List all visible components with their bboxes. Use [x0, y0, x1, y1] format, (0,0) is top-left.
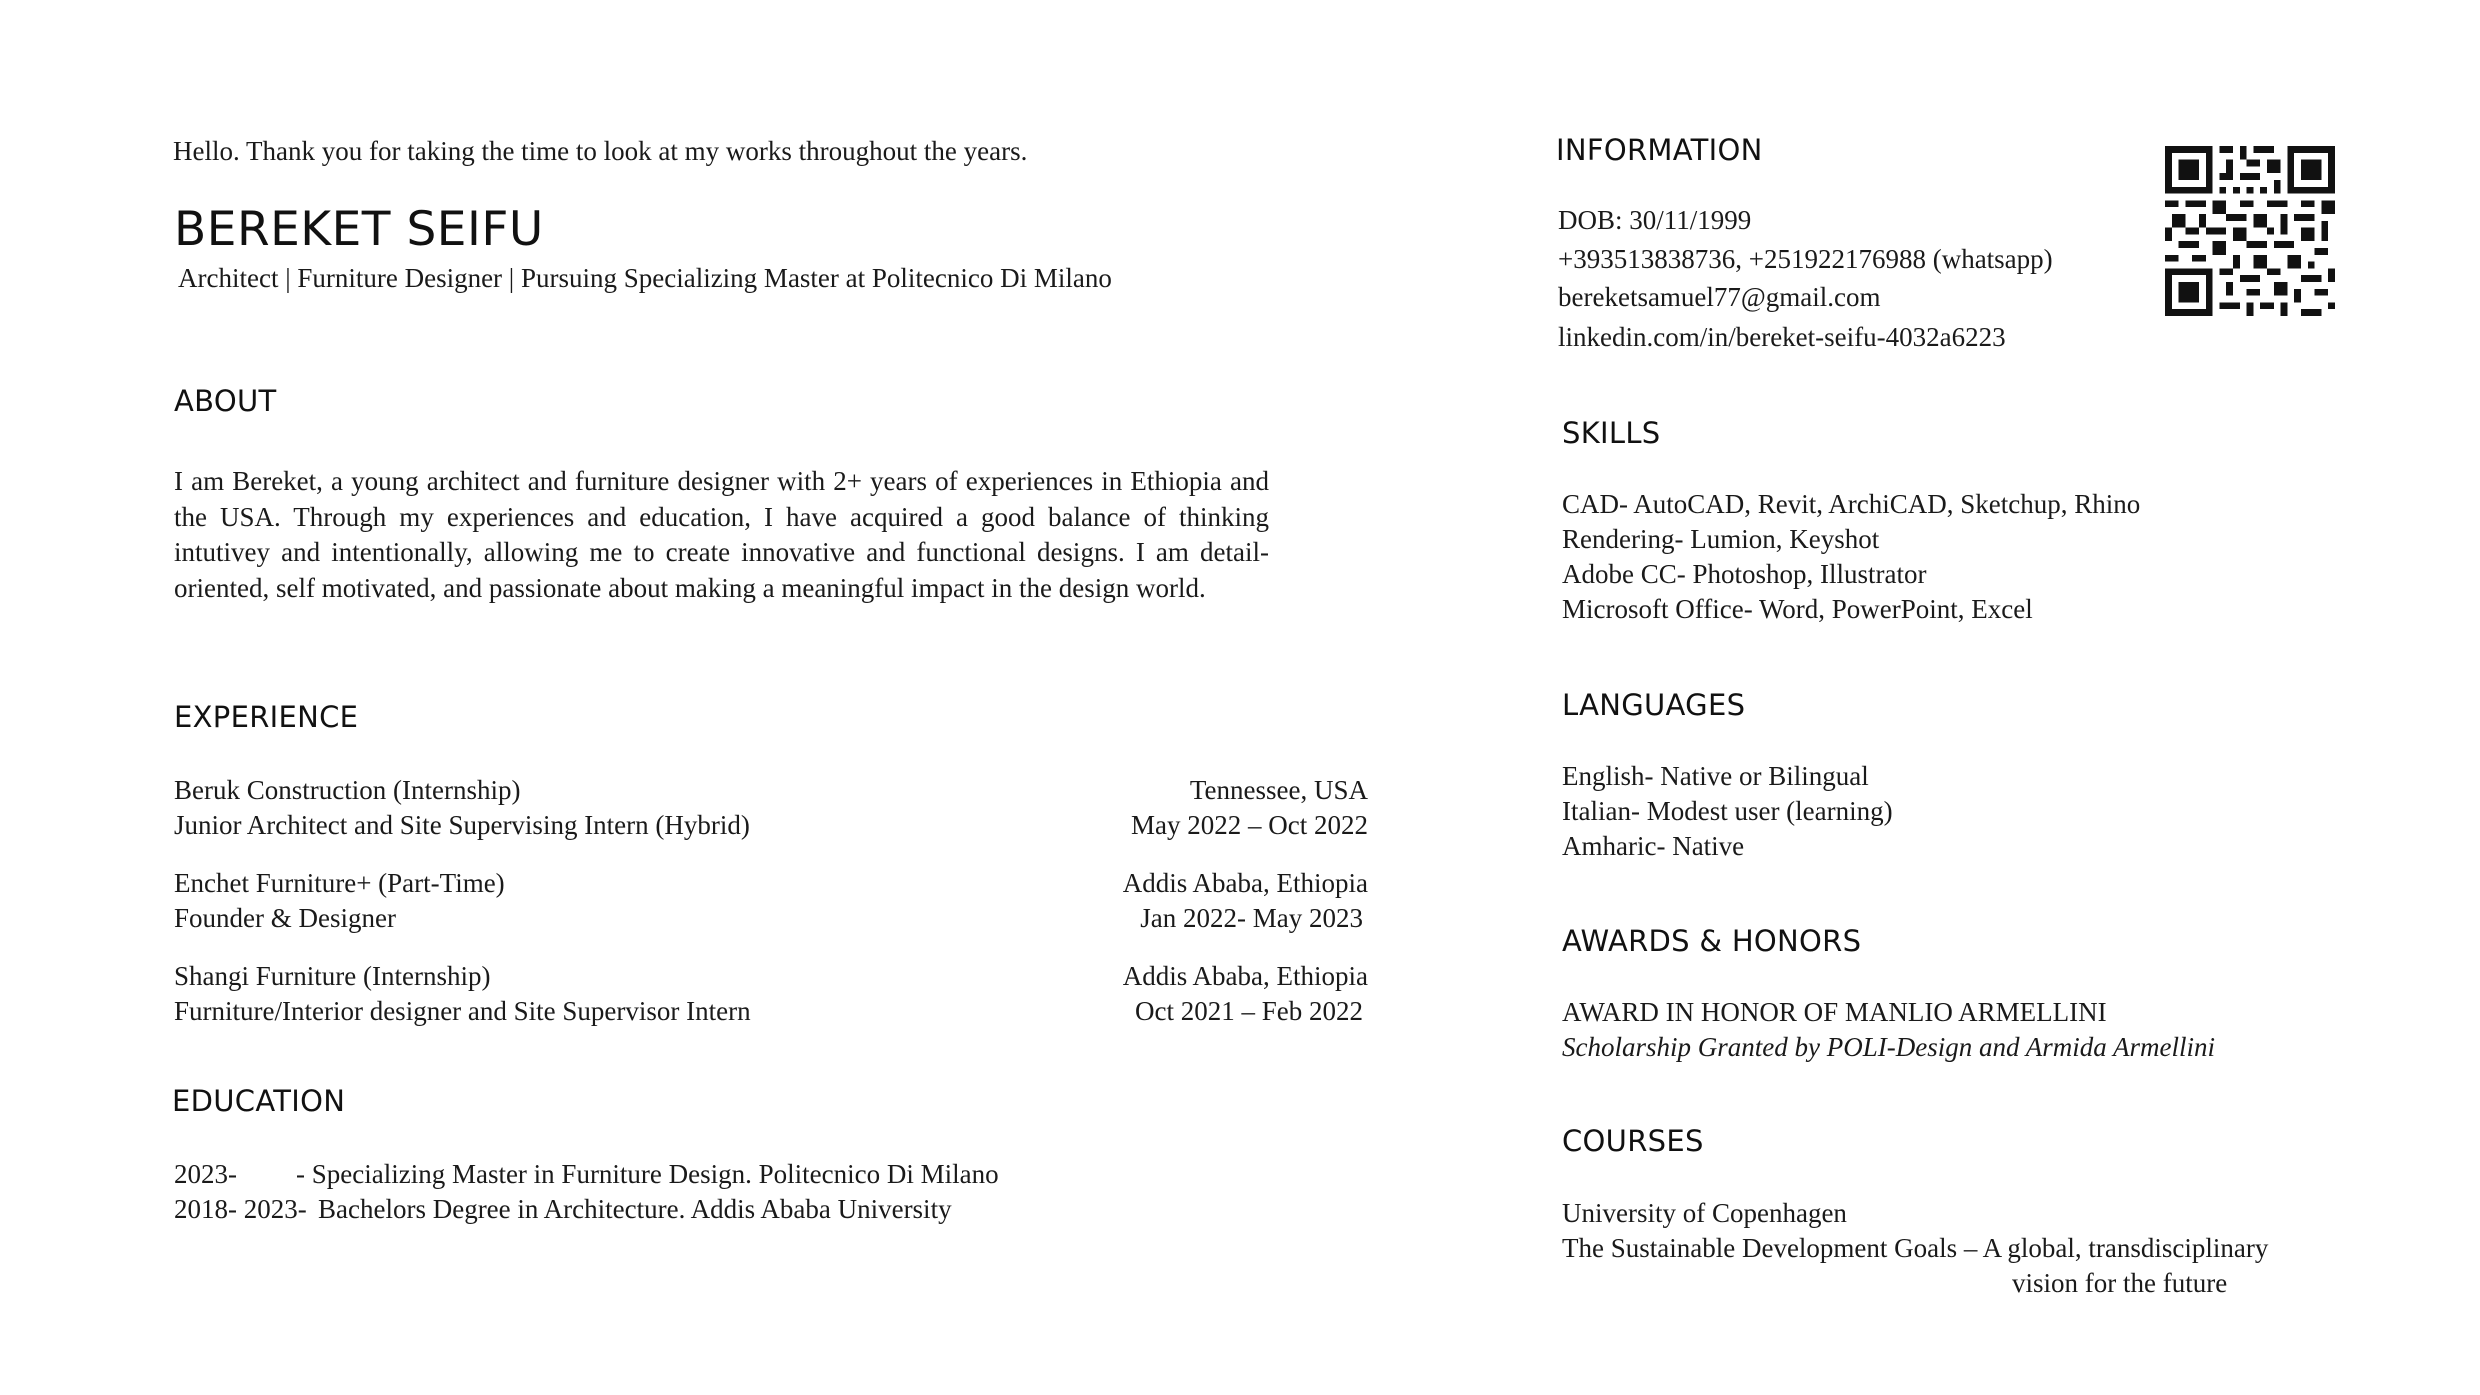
experience-dates: Oct 2021 – Feb 2022: [1135, 996, 1363, 1026]
experience-company: Shangi Furniture (Internship): [174, 961, 491, 991]
experience-location: Addis Ababa, Ethiopia: [1122, 961, 1368, 991]
email-link[interactable]: bereketsamuel77@gmail.com: [1558, 282, 1881, 312]
language-item: Amharic- Native: [1562, 831, 1745, 861]
experience-location: Tennessee, USA: [1189, 775, 1368, 805]
dob-text: DOB: 30/11/1999: [1558, 205, 1752, 235]
skill-item: Microsoft Office- Word, PowerPoint, Excel: [1562, 594, 2033, 624]
course-institution: University of Copenhagen: [1562, 1198, 1847, 1228]
education-heading: EDUCATION: [172, 1084, 346, 1118]
intro-text: Hello. Thank you for taking the time to look at my works throughout the years.: [173, 136, 1028, 166]
skill-item: Rendering- Lumion, Keyshot: [1562, 524, 1880, 554]
awards-heading: AWARDS & HONORS: [1562, 924, 1862, 958]
skill-item: CAD- AutoCAD, Revit, ArchiCAD, Sketchup, Rhino: [1562, 489, 2141, 519]
about-heading: ABOUT: [174, 384, 277, 418]
course-title: The Sustainable Development Goals – A global, transdisciplinary: [1562, 1233, 2269, 1263]
education-text: - Specializing Master in Furniture Design. Politecnico Di Milano: [296, 1159, 999, 1189]
skill-item: Adobe CC- Photoshop, Illustrator: [1562, 559, 1927, 589]
about-text: I am Bereket, a young architect and furniture designer with 2+ years of experiences in Ethiopia and the USA. Through my experiences and education, I have acquired a good balance of thinking intutivey and intentionally, allowing me to create innovative and functional designs. I am detail-oriented, self motivated, and passionate about making a meaningful impact in the design world.: [174, 466, 1269, 603]
information-heading: INFORMATION: [1556, 133, 1763, 167]
page-title: BEREKET SEIFU: [174, 202, 544, 257]
experience-role: Junior Architect and Site Supervising Intern (Hybrid): [174, 810, 750, 840]
languages-heading: LANGUAGES: [1562, 688, 1746, 722]
education-years: 2018- 2023-: [174, 1194, 307, 1224]
experience-role: Founder & Designer: [174, 903, 396, 933]
courses-heading: COURSES: [1562, 1124, 1704, 1158]
experience-dates: Jan 2022- May 2023: [1140, 903, 1363, 933]
education-years: 2023-: [174, 1159, 237, 1189]
course-title-continued: vision for the future: [2012, 1268, 2228, 1298]
experience-heading: EXPERIENCE: [174, 700, 359, 734]
phone-text: +393513838736, +251922176988 (whatsapp): [1558, 244, 2053, 274]
education-text: Bachelors Degree in Architecture. Addis Ababa University: [318, 1194, 952, 1224]
linkedin-link[interactable]: linkedin.com/in/bereket-seifu-4032a6223: [1558, 322, 2006, 352]
tagline: Architect | Furniture Designer | Pursuing Specializing Master at Politecnico Di Milano: [178, 263, 1112, 293]
experience-role: Furniture/Interior designer and Site Supervisor Intern: [174, 996, 751, 1026]
experience-dates: May 2022 – Oct 2022: [1131, 810, 1368, 840]
language-item: English- Native or Bilingual: [1562, 761, 1869, 791]
language-item: Italian- Modest user (learning): [1562, 796, 1893, 826]
experience-company: Enchet Furniture+ (Part-Time): [174, 868, 505, 898]
experience-location: Addis Ababa, Ethiopia: [1122, 868, 1368, 898]
skills-heading: SKILLS: [1562, 416, 1661, 450]
qr-code-icon: [2165, 146, 2335, 316]
award-title: AWARD IN HONOR OF MANLIO ARMELLINI: [1562, 997, 2107, 1027]
experience-company: Beruk Construction (Internship): [174, 775, 521, 805]
award-subtitle: Scholarship Granted by POLI-Design and Armida Armellini: [1562, 1032, 2215, 1062]
